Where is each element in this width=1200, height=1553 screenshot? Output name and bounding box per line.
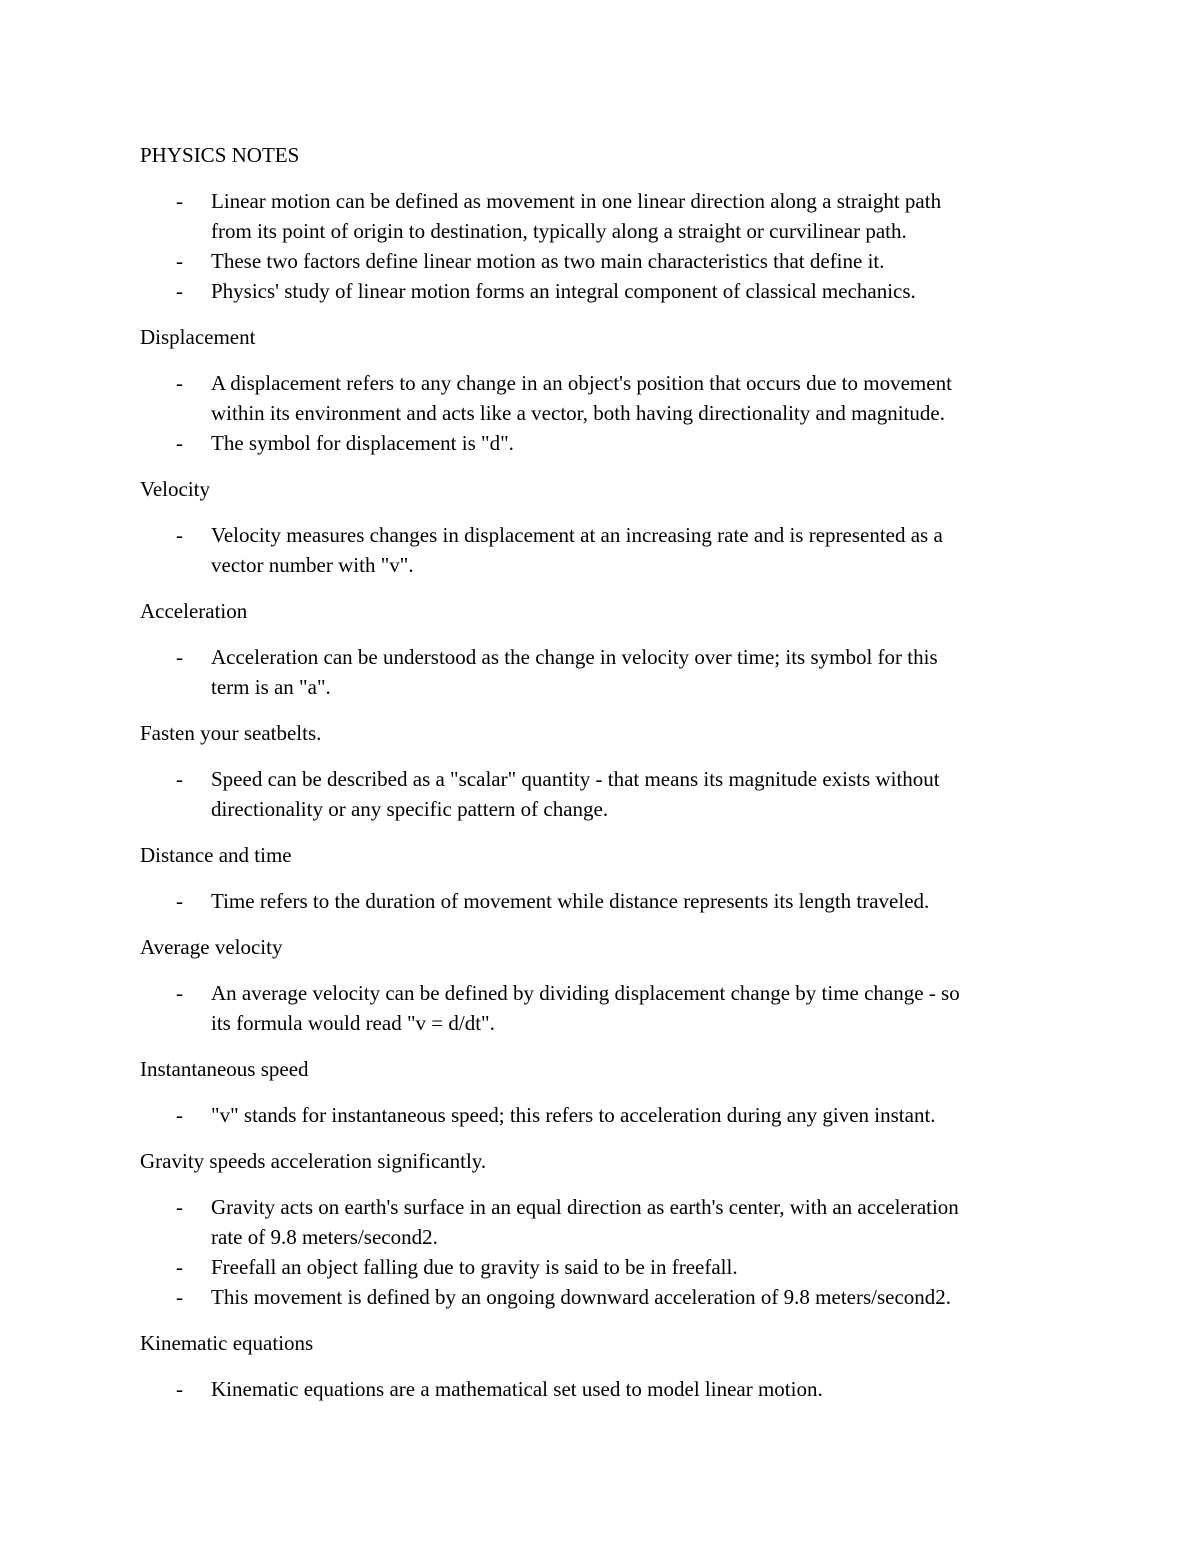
bullet-item [140, 520, 1060, 580]
bullet-dash-icon: - [176, 279, 183, 303]
section [140, 474, 1060, 580]
bullet-dash-icon: - [176, 981, 183, 1005]
bullet-dash-icon: - [176, 767, 183, 791]
bullet-text-line: Velocity measures changes in displacement at an increasing rate and is represented as a [211, 523, 943, 547]
section [140, 840, 1060, 916]
section-heading: Instantaneous speed [140, 1057, 309, 1081]
section-bullet-list [140, 1100, 1060, 1130]
bullet-text-line: vector number with "v". [211, 553, 414, 577]
section-bullet-list [140, 978, 1060, 1038]
bullet-item [140, 246, 1060, 276]
bullet-item [140, 276, 1060, 306]
section [140, 322, 1060, 458]
intro-bullet-list [140, 186, 1060, 306]
bullet-item [140, 1374, 1060, 1404]
bullet-dash-icon: - [176, 371, 183, 395]
bullet-text-line: This movement is defined by an ongoing downward acceleration of 9.8 meters/second2. [211, 1285, 952, 1309]
bullet-item [140, 978, 1060, 1038]
bullet-dash-icon: - [176, 1285, 183, 1309]
document-title: PHYSICS NOTES [140, 143, 300, 167]
bullet-text-line: Gravity acts on earth's surface in an equal direction as earth's center, with an acceleration [211, 1195, 959, 1219]
section [140, 718, 1060, 824]
section-heading: Acceleration [140, 599, 248, 623]
section [140, 1146, 1060, 1312]
bullet-dash-icon: - [176, 889, 183, 913]
section-heading: Kinematic equations [140, 1331, 314, 1355]
bullet-text-line: within its environment and acts like a vector, both having directionality and magnitude. [211, 401, 945, 425]
section-bullet-list [140, 368, 1060, 458]
bullet-item [140, 886, 1060, 916]
bullet-dash-icon: - [176, 431, 183, 455]
bullet-dash-icon: - [176, 249, 183, 273]
bullet-text-line: Acceleration can be understood as the change in velocity over time; its symbol for this [211, 645, 938, 669]
section-bullet-list [140, 886, 1060, 916]
document-body [140, 140, 1060, 1420]
bullet-text-line: Linear motion can be defined as movement in one linear direction along a straight path [211, 189, 942, 213]
bullet-text-line: Freefall an object falling due to gravity is said to be in freefall. [211, 1255, 738, 1279]
section-heading: Fasten your seatbelts. [140, 721, 322, 745]
bullet-text-line: Speed can be described as a "scalar" quantity - that means its magnitude exists without [211, 767, 940, 791]
section [140, 1328, 1060, 1404]
bullet-item [140, 1100, 1060, 1130]
section-bullet-list [140, 1192, 1060, 1312]
section-heading: Displacement [140, 325, 256, 349]
bullet-text-line: These two factors define linear motion as two main characteristics that define it. [211, 249, 885, 273]
bullet-dash-icon: - [176, 1103, 183, 1127]
section [140, 596, 1060, 702]
section-heading: Gravity speeds acceleration significantly. [140, 1149, 487, 1173]
section-bullet-list [140, 1374, 1060, 1404]
bullet-item [140, 186, 1060, 246]
bullet-dash-icon: - [176, 523, 183, 547]
section-bullet-list [140, 764, 1060, 824]
bullet-item [140, 1192, 1060, 1252]
bullet-text-line: A displacement refers to any change in an object's position that occurs due to movement [211, 371, 952, 395]
bullet-dash-icon: - [176, 1377, 183, 1401]
bullet-text-line: The symbol for displacement is "d". [211, 431, 514, 455]
bullet-item [140, 428, 1060, 458]
section-bullet-list [140, 642, 1060, 702]
section-bullet-list [140, 520, 1060, 580]
bullet-dash-icon: - [176, 1195, 183, 1219]
section [140, 932, 1060, 1038]
section [140, 1054, 1060, 1130]
bullet-text-line: Kinematic equations are a mathematical set used to model linear motion. [211, 1377, 823, 1401]
section-heading: Distance and time [140, 843, 292, 867]
bullet-item [140, 1252, 1060, 1282]
bullet-item [140, 1282, 1060, 1312]
bullet-text-line: rate of 9.8 meters/second2. [211, 1225, 438, 1249]
bullet-text-line: term is an "a". [211, 675, 331, 699]
bullet-text-line: An average velocity can be defined by dividing displacement change by time change - so [211, 981, 960, 1005]
bullet-text-line: its formula would read "v = d/dt". [211, 1011, 495, 1035]
bullet-text-line: Time refers to the duration of movement while distance represents its length traveled. [211, 889, 930, 913]
bullet-dash-icon: - [176, 645, 183, 669]
section-heading: Average velocity [140, 935, 283, 959]
sections-container [140, 322, 1060, 1404]
bullet-text-line: "v" stands for instantaneous speed; this refers to acceleration during any given instant. [211, 1103, 936, 1127]
bullet-text-line: directionality or any specific pattern of change. [211, 797, 609, 821]
bullet-dash-icon: - [176, 189, 183, 213]
bullet-dash-icon: - [176, 1255, 183, 1279]
bullet-item [140, 368, 1060, 428]
bullet-item [140, 642, 1060, 702]
bullet-text-line: from its point of origin to destination, typically along a straight or curvilinear path. [211, 219, 907, 243]
section-heading: Velocity [140, 477, 210, 501]
bullet-text-line: Physics' study of linear motion forms an integral component of classical mechanics. [211, 279, 916, 303]
bullet-item [140, 764, 1060, 824]
